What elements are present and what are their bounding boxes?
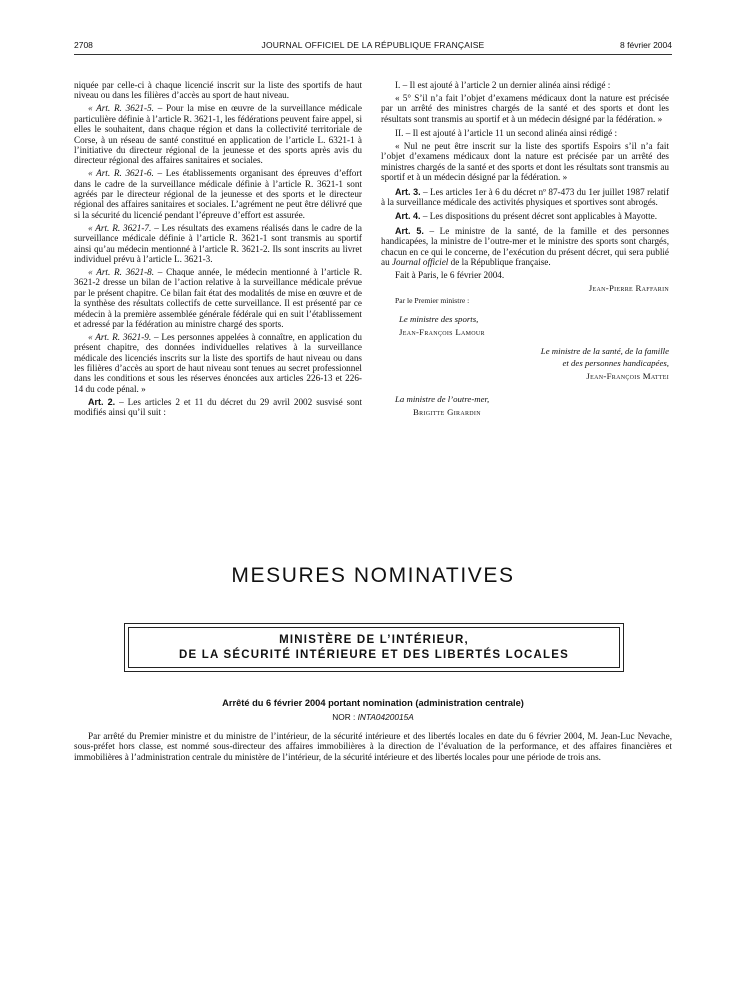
journal-title: JOURNAL OFFICIEL DE LA RÉPUBLIQUE FRANÇAISE (261, 40, 485, 50)
sports-minister-name: Jean-François Lamour (399, 327, 485, 338)
amendment-ii-text: « Nul ne peut être inscrit sur la liste des sportifs Espoirs s’il n’a fait l’objet d’examens médicaux dont la nature est précisée par un arrêté des ministres chargés de la santé et des sports et dont les résultats sont transmis au sportif et à un médecin désigné par la fédération. » (381, 141, 669, 183)
article-text: – Chaque année, le médecin mentionné à l’article R. 3621-2 dresse un bilan de l’action relative à la surveillance médicale prévue par le présent chapitre. Ce bilan fait état des modalités de mise en œuvre et de la synthèse des résultats collectifs de cette surveillance. Il est présenté par ce médecin à la première assemblée générale fédérale qui en suit l’établissement et adressé par la fédération au ministre chargé des sports. (74, 266, 362, 329)
article-text: – Les articles 1er à 6 du décret nº 87-473 du 1er juillet 1987 relatif à la surveillance médicale des activités physiques et sportives sont abrogés. (381, 186, 670, 208)
article-text: – Les articles 2 et 11 du décret du 29 avril 2002 susvisé sont modifiés ainsi qu’il suit : (74, 396, 363, 418)
article-r3621-5 (74, 103, 362, 165)
amendment-i-text: « 5° S’il n’a fait l’objet d’examens médicaux dont la nature est précisée par un arrêté des ministres chargés de la santé et des sports et dont les résultats sont transmis au sportif et à un médecin désigné par la fédération. » (381, 92, 669, 124)
signed-place-date: Fait à Paris, le 6 février 2004. (395, 270, 505, 280)
article-label: Art. 4. (395, 211, 421, 222)
article-label: Art. 3. (395, 186, 421, 197)
article-r3621-7 (74, 223, 362, 265)
nor-label: NOR : (332, 712, 356, 722)
by-prime-minister: Par le Premier ministre : (395, 295, 470, 305)
nor-reference (74, 712, 672, 722)
sports-minister-title: Le ministre des sports, (399, 314, 479, 325)
article-text: – Les personnes appelées à connaître, en application du présent chapitre, des données individuelles relatives à la surveillance médicale des licenciés inscrits sur la liste des sportifs de haut niveau ou dans les filières d’accès au sport de haut niveau sont tenues au secret professionnel dans les conditions et sous les réserves énoncées aux articles 226-13 et 226-14 du code pénal. » (74, 331, 362, 394)
article-reference: « Art. R. 3621-6. (88, 168, 154, 179)
overseas-minister-title: La ministre de l’outre-mer, (395, 393, 490, 404)
left-column (74, 80, 362, 420)
article-text: – Les dispositions du présent décret sont applicables à Mayotte. (420, 211, 658, 222)
nor-code: INTA0420015A (357, 712, 414, 722)
header-rule (74, 54, 672, 55)
signature-sports (385, 314, 669, 337)
ministry-name-line1: MINISTÈRE DE L’INTÉRIEUR, (279, 634, 469, 646)
article-3 (381, 187, 669, 208)
article-reference: « Art. R. 3621-9. (88, 331, 152, 342)
decree-body: Par arrêté du Premier ministre et du ministre de l’intérieur, de la sécurité intérieure et des libertés locales en date du 6 février 2004, M. Jean-Luc Nevache, sous-préfet hors classe, est nommé sous-directeur des affaires immobilières à la direction de l’évaluation de la performance, et des affaires financières et immobilières à l’administration centrale du ministère de l’intérieur, de la sécurité intérieure et des libertés locales pour une période de trois ans. (74, 731, 672, 762)
amendment-i: I. – Il est ajouté à l’article 2 un dernier alinéa ainsi rédigé : (395, 80, 611, 90)
health-minister-title-1: Le ministre de la santé, de la famille (540, 345, 669, 356)
article-r3621-6 (74, 168, 362, 220)
article-r3621-8 (74, 267, 362, 329)
journal-officiel-ref: Journal officiel (391, 257, 449, 268)
overseas-minister-name: Brigitte Girardin (413, 406, 481, 417)
health-minister-title-2: et des personnes handicapées, (562, 358, 669, 369)
article-r3621-9 (74, 332, 362, 394)
paragraph-continuation: niquée par celle-ci à chaque licencié inscrit sur la liste des sportifs de haut niveau ou dans les filières d’accès au sport de haut niveau. (74, 80, 362, 101)
article-text: – Les résultats des examens réalisés dans le cadre de la surveillance médicale définie à l’article R. 3621-1 sont transmis au sportif ainsi qu’au médecin mentionné à l’article R. 3621-2. Ils sont inscrits au livret individuel prévu à l’article L. 3621-3. (74, 222, 363, 264)
article-text: – Pour la mise en œuvre de la surveillance médicale particulière définie à l’article R. 3621-1, les fédérations peuvent faire appel, si elles le souhaitent, dans chaque région et dans la collectivité territoriale de Corse, à un réseau de santé constitué en application de l’article L. 6321-1 à l’initiative du directeur régional de la jeunesse et des sports après avis du directeur régional des affaires sanitaires et sociales. (74, 103, 362, 166)
prime-minister-name: Jean-Pierre Raffarin (588, 282, 669, 293)
decree-title: Arrêté du 6 février 2004 portant nomination (administration centrale) (222, 698, 524, 708)
section-title: MESURES NOMINATIVES (231, 564, 515, 587)
signature-health (381, 346, 669, 382)
ministry-name-line2: DE LA SÉCURITÉ INTÉRIEURE ET DES LIBERTÉS LOCALES (179, 649, 569, 661)
signature-overseas (381, 394, 669, 417)
article-text: – Le ministre de la santé, de la famille et des personnes handicapées, la ministre de l’outre-mer et le ministre des sports sont chargés, chacun en ce qui le concerne, de l’exécution du présent décret, qui sera publié au (381, 225, 669, 268)
page-header (74, 40, 672, 54)
article-label: Art. 5. (395, 225, 424, 236)
article-2 (74, 397, 362, 418)
health-minister-name: Jean-François Mattei (586, 371, 669, 382)
article-reference: « Art. R. 3621-7. (88, 222, 152, 233)
header-date: 8 février 2004 (620, 40, 672, 50)
article-text: – Les établissements organisant des épreuves d’effort dans le cadre de la surveillance médicale définie à l’article R. 3621-1 sont agréés par le directeur régional de la jeunesse et des sports et le directeur régional des affaires sanitaires et sociales. L’agrément ne peut être délivré que si la sécurité du licencié pendant l’épreuve d’effort est assurée. (74, 168, 362, 220)
article-text-end: de la République française. (448, 257, 551, 268)
article-reference: « Art. R. 3621-8. (88, 266, 155, 277)
page-number: 2708 (74, 40, 93, 50)
article-5 (381, 226, 669, 268)
amendment-ii: II. – Il est ajouté à l’article 11 un second alinéa ainsi rédigé : (395, 128, 618, 139)
article-label: Art. 2. (88, 396, 116, 407)
article-4 (381, 211, 669, 221)
article-reference: « Art. R. 3621-5. (88, 103, 154, 114)
right-column (381, 80, 669, 420)
ministry-box (124, 623, 624, 672)
